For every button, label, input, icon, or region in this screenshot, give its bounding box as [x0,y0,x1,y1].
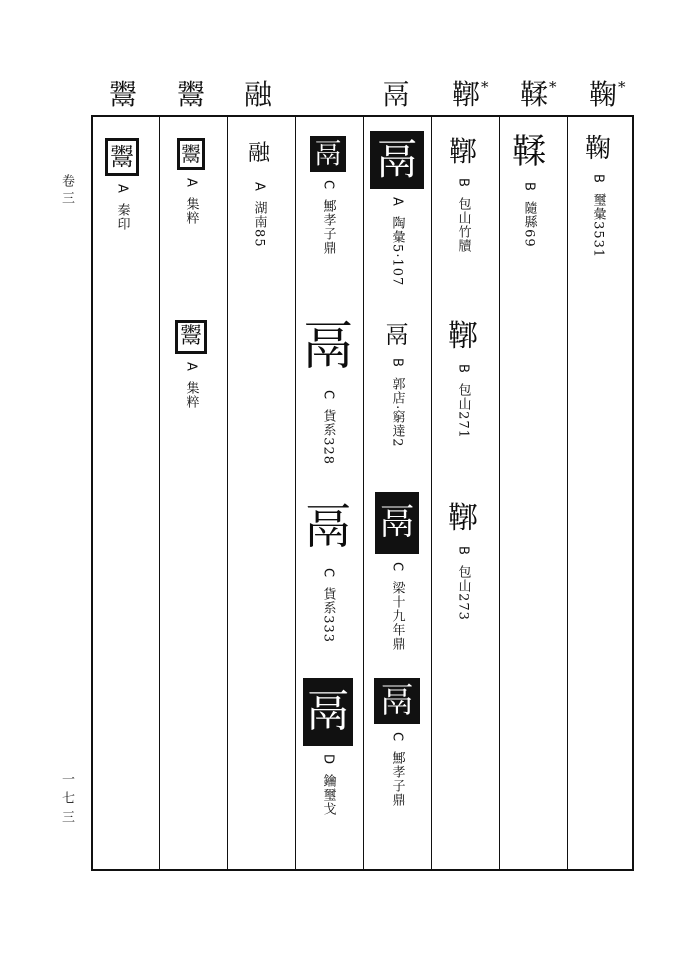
source-label: 隨縣69 [521,201,537,248]
glyph-image: 鬲 [304,499,353,555]
period-label: A [114,184,130,194]
column-divider [363,117,364,869]
source-label: 包山竹牘 [455,197,471,254]
glyph-entry [229,134,289,248]
source-label: 貨系333 [320,587,336,644]
glyph-entry [367,131,427,286]
header-char-1 [568,80,638,110]
column-divider [431,117,432,869]
header-char-3 [431,80,501,110]
glyph-caption [388,562,407,651]
header-char-text: 融 [243,78,272,111]
glyph-image: 鬲 [303,678,353,746]
glyph-caption [454,546,473,621]
header-star: * [549,78,557,96]
glyph-caption [319,180,338,255]
glyph-caption [182,362,201,409]
glyph-entry [568,132,628,258]
header-char-text: 鞠 [588,78,617,111]
glyph-entry [161,320,221,409]
glyph-image: 鞣 [512,132,546,172]
header-char-7 [88,80,158,110]
header-star: * [618,78,626,96]
column-divider [295,117,296,869]
header-char-text: 鬲 [381,78,410,111]
period-label: C [389,732,405,743]
glyph-caption [454,364,473,439]
period-label: B [389,358,405,368]
source-label: 包山271 [455,383,471,439]
column-divider [227,117,228,869]
header-char-text: 鞣 [519,78,548,111]
glyph-image: 鬲 [302,317,355,377]
glyph-image: 鞹 [448,319,478,354]
glyph-entry [367,678,427,807]
glyph-entry [161,138,221,225]
source-label: 集粹 [183,381,199,410]
column-divider [159,117,160,869]
source-label: 鄦孝子鼎 [389,751,405,808]
period-label: C [320,180,336,191]
source-label: 鄦孝子鼎 [320,199,336,256]
period-label: A [183,362,199,372]
source-label: 湖南85 [251,201,267,248]
source-label: 集粹 [183,197,199,226]
source-label: 貨系328 [320,409,336,466]
glyph-entry [298,136,358,255]
header-char-5 [223,80,293,110]
glyph-entry [367,492,427,651]
glyph-image: 融 [248,141,271,166]
header-char-6 [156,80,226,110]
period-label: A [251,182,267,192]
glyph-caption [388,732,407,807]
glyph-entry [433,500,493,621]
source-label: 璽彙3531 [590,193,606,259]
source-label: 郭店·窮達2 [389,377,405,448]
glyph-caption [454,178,473,253]
glyph-caption [250,182,269,248]
glyph-caption [319,568,338,643]
period-label: A [389,197,405,207]
glyph-image: 鬲 [375,492,419,554]
header-char-4 [361,80,431,110]
glyph-image: 鬲 [374,678,420,724]
period-label: B [455,178,471,188]
period-label: D [320,754,336,766]
period-label: B [521,182,537,192]
glyph-caption [520,182,539,248]
glyph-entry [298,494,358,643]
glyph-image: 鬲 [370,131,424,189]
header-star: * [481,78,489,96]
glyph-caption [113,184,132,231]
glyph-caption [388,197,407,286]
glyph-image: 鞠 [584,134,611,164]
source-label: 陶彙5·107 [389,216,405,287]
source-label: 包山273 [455,565,471,621]
glyph-image: 鬲 [385,321,409,349]
period-label: C [320,390,336,401]
glyph-entry [433,318,493,439]
period-label: B [455,546,471,556]
source-label: 秦印 [114,203,130,232]
glyph-image: 鬻 [175,320,207,354]
header-char-text: 鬻 [176,78,205,111]
source-label: 梁十九年鼎 [389,581,405,652]
glyph-caption [319,390,338,465]
period-label: C [389,562,405,573]
period-label: B [590,174,606,184]
glyph-caption [182,178,201,225]
glyph-caption [319,754,338,816]
glyph-entry [367,320,427,447]
glyph-image: 鞹 [448,501,478,536]
header-char-text: 鞹 [451,78,480,111]
glyph-entry [298,312,358,465]
glyph-image: 鬻 [105,138,139,176]
glyph-caption [388,358,407,447]
header-char-2 [499,80,569,110]
period-label: C [320,568,336,579]
glyph-image: 鬲 [310,136,346,172]
page-number: 一七三 [59,772,74,829]
header-char-text: 鬻 [108,78,137,111]
period-label: A [183,178,199,188]
glyph-image: 鞹 [448,135,477,168]
glyph-entry [433,134,493,253]
period-label: B [455,364,471,374]
source-label: 鑰璽戈 [320,774,336,817]
glyph-entry [499,130,559,248]
glyph-image: 鬻 [177,138,205,170]
glyph-entry [92,138,152,231]
glyph-entry [298,678,358,816]
glyph-caption [589,174,608,258]
volume-label: 卷三 [59,174,74,208]
